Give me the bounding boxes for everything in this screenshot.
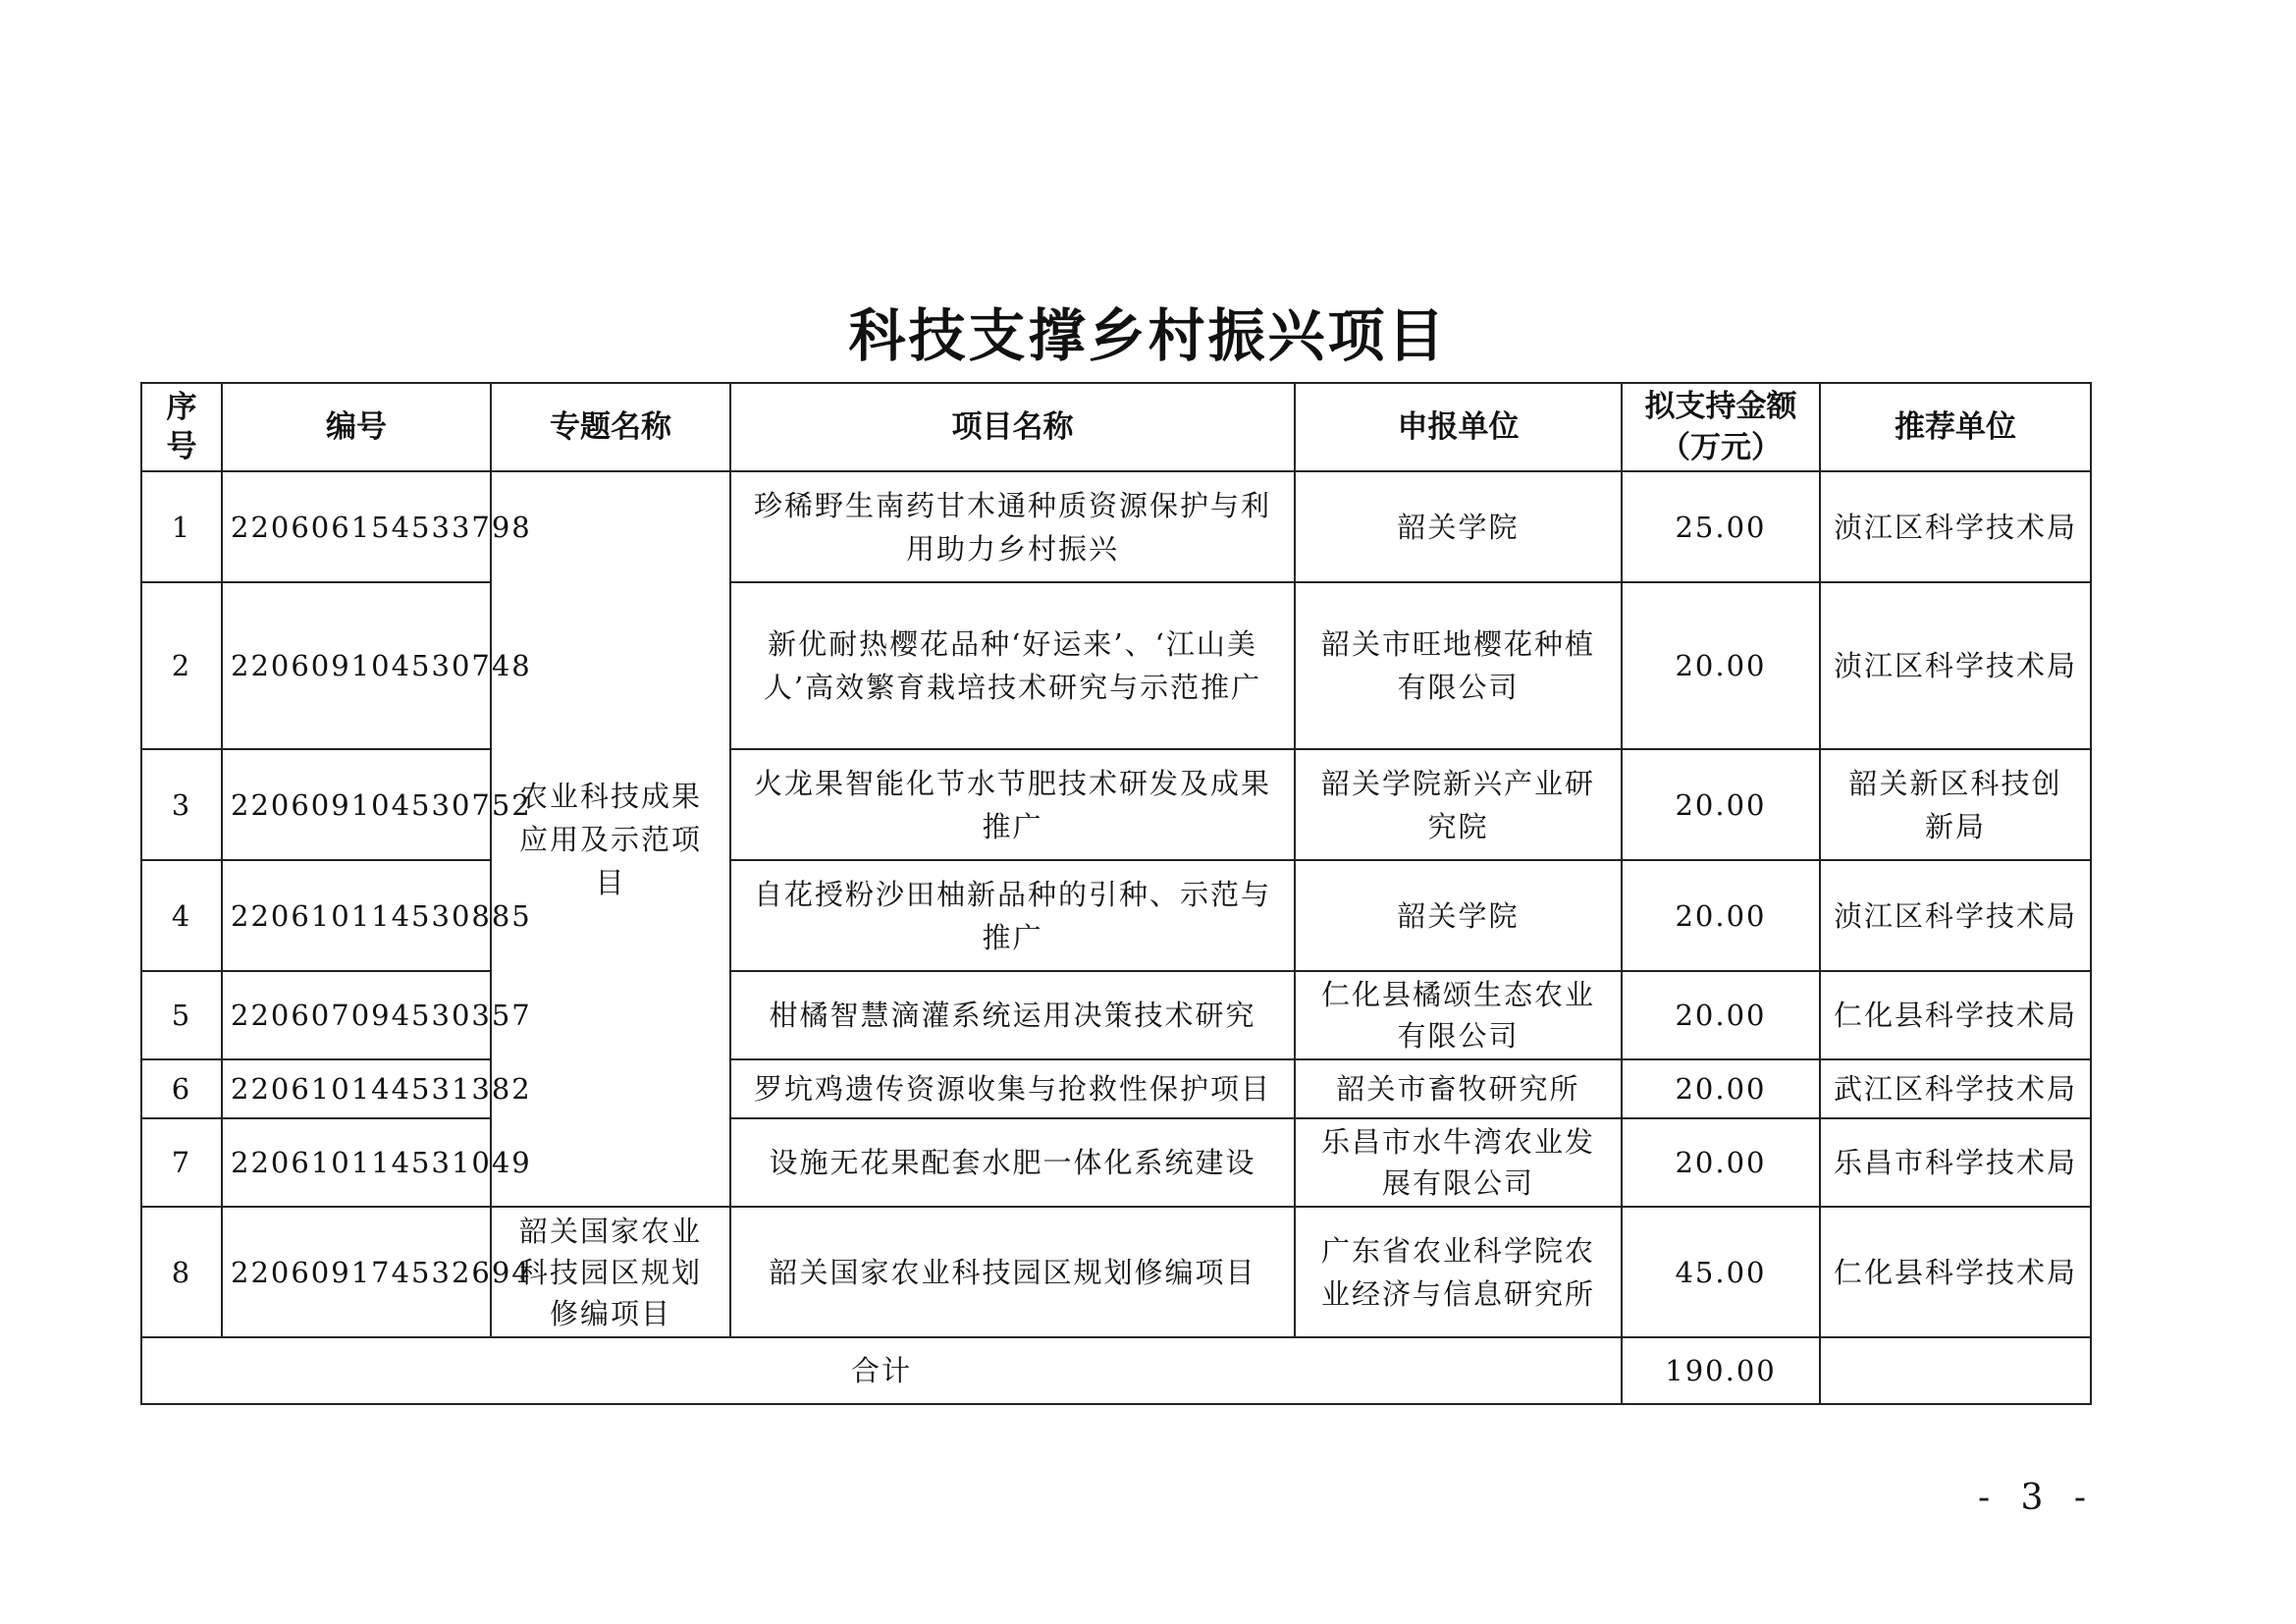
row-amount: 20.00 — [1622, 1118, 1820, 1207]
topic-cell: 韶关国家农业科技园区规划修编项目 — [491, 1207, 730, 1337]
row-applicant: 韶关市畜牧研究所 — [1295, 1059, 1622, 1118]
row-applicant: 仁化县橘颂生态农业有限公司 — [1295, 971, 1622, 1059]
header-project: 项目名称 — [730, 383, 1295, 471]
row-code: 220606154533798 — [222, 471, 491, 582]
row-seq: 8 — [141, 1207, 222, 1337]
row-code: 220609174532694 — [222, 1207, 491, 1337]
table-row — [141, 1207, 2091, 1337]
row-seq: 1 — [141, 471, 222, 582]
total-amount: 190.00 — [1622, 1337, 1820, 1404]
row-seq: 7 — [141, 1118, 222, 1207]
row-applicant: 韶关学院 — [1295, 860, 1622, 971]
row-recommender: 浈江区科学技术局 — [1820, 860, 2091, 971]
row-applicant: 韶关学院 — [1295, 471, 1622, 582]
row-project: 韶关国家农业科技园区规划修编项目 — [730, 1207, 1295, 1337]
row-project: 火龙果智能化节水节肥技术研发及成果推广 — [730, 749, 1295, 860]
page-number: - 3 - — [1977, 1478, 2097, 1518]
row-project: 柑橘智慧滴灌系统运用决策技术研究 — [730, 971, 1295, 1059]
table-header-row — [141, 383, 2091, 471]
row-recommender: 浈江区科学技术局 — [1820, 582, 2091, 749]
table-row — [141, 471, 2091, 582]
row-amount: 45.00 — [1622, 1207, 1820, 1337]
row-code: 220610114530885 — [222, 860, 491, 971]
row-applicant: 韶关市旺地樱花种植有限公司 — [1295, 582, 1622, 749]
total-row — [141, 1337, 2091, 1404]
row-seq: 5 — [141, 971, 222, 1059]
table-row — [141, 749, 2091, 860]
row-project: 自花授粉沙田柚新品种的引种、示范与推广 — [730, 860, 1295, 971]
row-project: 罗坑鸡遗传资源收集与抢救性保护项目 — [730, 1059, 1295, 1118]
row-recommender: 浈江区科学技术局 — [1820, 471, 2091, 582]
row-code: 220609104530752 — [222, 749, 491, 860]
row-project: 设施无花果配套水肥一体化系统建设 — [730, 1118, 1295, 1207]
header-topic: 专题名称 — [491, 383, 730, 471]
row-code: 220610114531049 — [222, 1118, 491, 1207]
row-amount: 20.00 — [1622, 971, 1820, 1059]
row-recommender: 乐昌市科学技术局 — [1820, 1118, 2091, 1207]
row-amount: 20.00 — [1622, 749, 1820, 860]
row-seq: 3 — [141, 749, 222, 860]
header-seq: 序号 — [141, 383, 222, 471]
header-amount: 拟支持金额（万元） — [1622, 383, 1820, 471]
project-table — [140, 382, 2092, 1405]
page-title: 科技支撑乡村振兴项目 — [848, 302, 1448, 369]
row-code: 220610144531382 — [222, 1059, 491, 1118]
row-code: 220609104530748 — [222, 582, 491, 749]
table-row — [141, 1059, 2091, 1118]
header-code: 编号 — [222, 383, 491, 471]
total-label: 合计 — [141, 1337, 1622, 1404]
header-recommender: 推荐单位 — [1820, 383, 2091, 471]
row-applicant: 乐昌市水牛湾农业发展有限公司 — [1295, 1118, 1622, 1207]
table-row — [141, 860, 2091, 971]
row-applicant: 广东省农业科学院农业经济与信息研究所 — [1295, 1207, 1622, 1337]
row-code: 220607094530357 — [222, 971, 491, 1059]
row-seq: 4 — [141, 860, 222, 971]
row-seq: 2 — [141, 582, 222, 749]
topic-cell: 农业科技成果应用及示范项目 — [491, 471, 730, 1207]
row-amount: 20.00 — [1622, 1059, 1820, 1118]
row-amount: 20.00 — [1622, 582, 1820, 749]
row-applicant: 韶关学院新兴产业研究院 — [1295, 749, 1622, 860]
row-project: 珍稀野生南药甘木通种质资源保护与利用助力乡村振兴 — [730, 471, 1295, 582]
row-recommender: 仁化县科学技术局 — [1820, 1207, 2091, 1337]
row-project: 新优耐热樱花品种‘好运来’、‘江山美人’高效繁育栽培技术研究与示范推广 — [730, 582, 1295, 749]
row-amount: 20.00 — [1622, 860, 1820, 971]
row-amount: 25.00 — [1622, 471, 1820, 582]
row-recommender: 韶关新区科技创新局 — [1820, 749, 2091, 860]
row-recommender: 仁化县科学技术局 — [1820, 971, 2091, 1059]
table-row — [141, 1118, 2091, 1207]
total-recommender-empty — [1820, 1337, 2091, 1404]
row-recommender: 武江区科学技术局 — [1820, 1059, 2091, 1118]
table-row — [141, 971, 2091, 1059]
row-seq: 6 — [141, 1059, 222, 1118]
header-applicant: 申报单位 — [1295, 383, 1622, 471]
table-row — [141, 582, 2091, 749]
